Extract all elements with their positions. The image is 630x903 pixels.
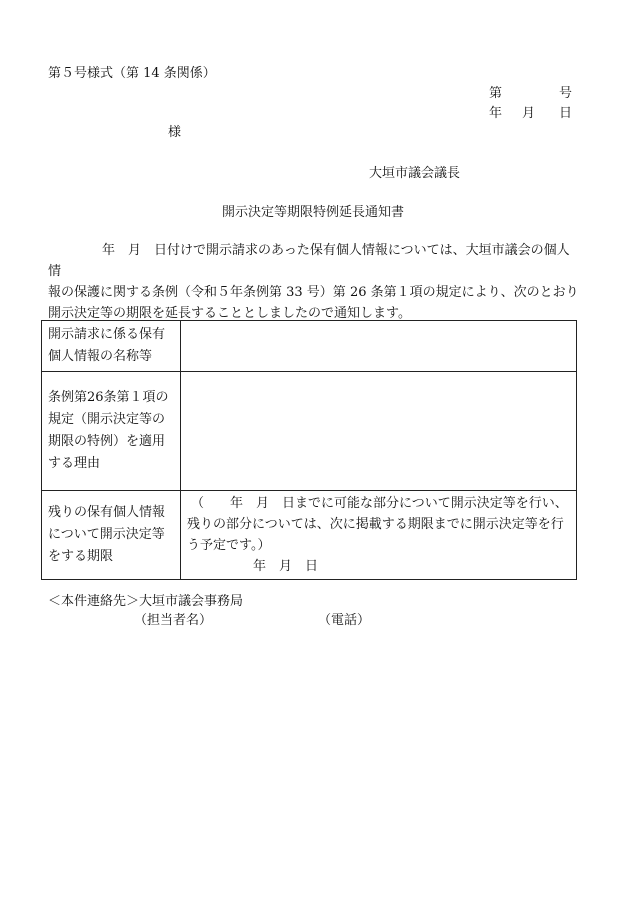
- notification-table: [41, 320, 577, 580]
- body-line-3: 開示決定等の期限を延長することとしましたので通知します。: [48, 306, 411, 321]
- deadline-line-3: う予定です。）: [187, 538, 271, 553]
- body-line-1: 年 月 日付けで開示請求のあった保有個人情報については、大垣市議会の個人情: [48, 243, 570, 279]
- row-header-info-name: 開示請求に係る保有 個人情報の名称等: [42, 321, 181, 372]
- row-value-info-name: [181, 321, 577, 372]
- deadline-line-1: （ 年 月 日までに可能な部分について開示決定等を行い、: [191, 496, 568, 511]
- sender: 大垣市議会議長: [369, 166, 461, 181]
- contact-info: ＜本件連絡先＞大垣市議会事務局: [48, 594, 244, 609]
- form-number: 第５号様式（第 14 条関係）: [48, 66, 216, 81]
- deadline-line-2: 残りの部分については、次に掲載する期限までに開示決定等を行: [187, 517, 564, 532]
- body-line-2: 報の保護に関する条例（令和５年条例第 33 号）第 26 条第１項の規定により、次のとおり: [48, 285, 579, 300]
- table-row: [42, 491, 577, 580]
- document-title: 開示決定等期限特例延長通知書: [222, 205, 405, 220]
- date-day-label: 日: [559, 106, 573, 121]
- row-value-reason: [181, 372, 577, 491]
- row-header-reason: 条例第26条第１項の 規定（開示決定等の 期限の特例）を適用 する理由: [42, 372, 181, 491]
- document-number-prefix: 第: [489, 86, 503, 101]
- table-row: [42, 321, 577, 372]
- row-header-deadline: 残りの保有個人情報 について開示決定等 をする期限: [42, 491, 181, 580]
- body-paragraph: [48, 240, 580, 324]
- deadline-date: 年 月 日: [253, 559, 319, 574]
- date-month-label: 月: [522, 106, 536, 121]
- date-year-label: 年: [489, 106, 503, 121]
- table-row: [42, 372, 577, 491]
- row-value-deadline: [181, 491, 577, 580]
- document-number-suffix: 号: [559, 86, 573, 101]
- contact-person-label: （担当者名）: [134, 613, 213, 628]
- addressee: 様: [168, 125, 182, 140]
- contact-phone-label: （電話）: [318, 613, 371, 628]
